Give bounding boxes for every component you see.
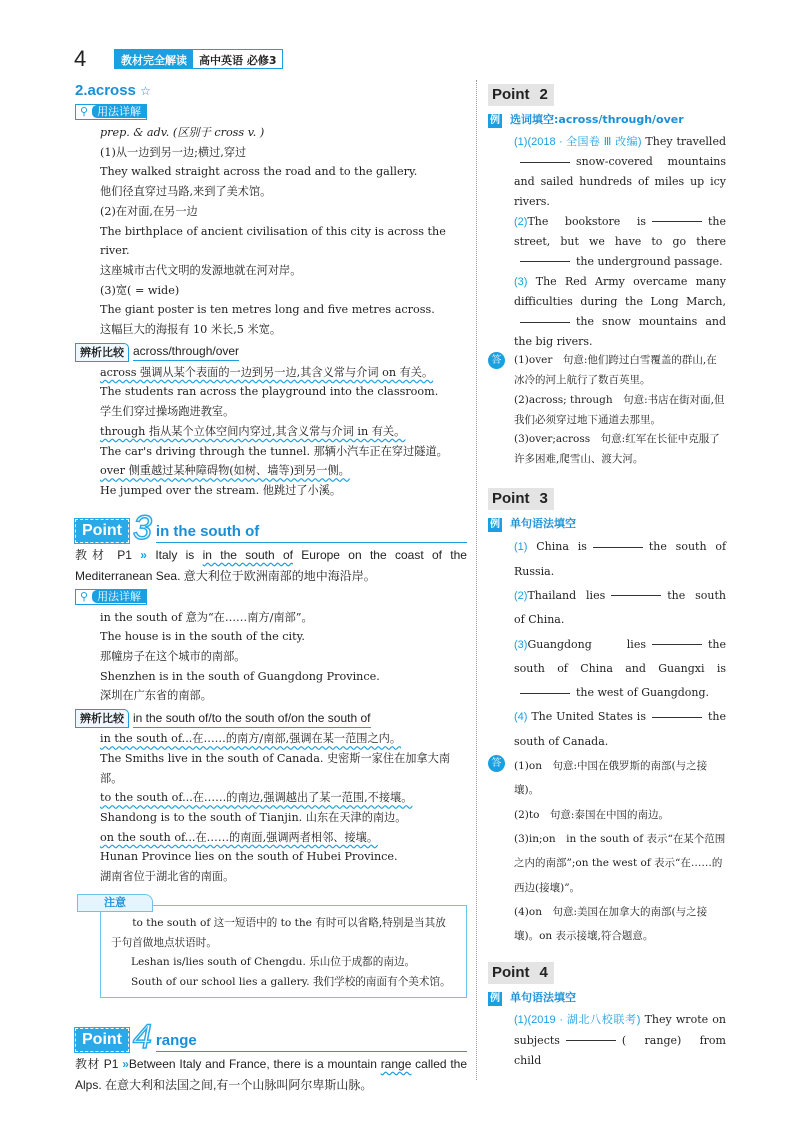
text-line: Hunan Province lies on the south of Hubei Province. bbox=[100, 850, 398, 864]
answer-block: 答 (1)over 句意:他们跨过白雪覆盖的群山,在冰冷的河上航行了数百英里。 (2)across; through 句意:书店在街对面,但我们必须穿过地下通道去那里。 (3)over;across 句意:红军在长征中克服了许多困难,爬雪山、渡大河。 bbox=[488, 351, 726, 469]
answer-blank[interactable] bbox=[652, 644, 702, 645]
question: (3) The Red Army overcame many difficulties during the Long March,the snow mountains and the big rivers. bbox=[514, 274, 726, 348]
usage-tag: ⚲ 用法详解 bbox=[75, 104, 147, 120]
text-line: prep. & adv. (区别于 cross v. ) bbox=[100, 126, 265, 139]
note-line: South of our school lies a gallery. 我们学校的南面有个美术馆。 bbox=[131, 975, 451, 988]
usage-section bbox=[75, 608, 467, 707]
example-icon: 例 bbox=[490, 115, 500, 126]
question: (1) China is the south of Russia. bbox=[514, 540, 727, 578]
question: (1)(2018 · 全国卷 Ⅲ 改编) They travelledsnow-covered mountains and sailed hundreds of miles up icy rivers. bbox=[514, 134, 726, 208]
answer-block: 答 (1)on 句意:中国在俄罗斯的南部(与之接壤)。 (2)to 句意:泰国在中国的南边。 (3)in;on in the south of 表示“在某个范围之内的南部”;on the west of 表示“在……的西边(接壤)”。 (4)on 句意:美国在加拿大的南部(与之接壤)。on 表示接壤,符合题意。 bbox=[488, 754, 726, 948]
page-number: 4 bbox=[74, 46, 87, 71]
text-line: The house is in the south of the city. bbox=[100, 630, 305, 644]
left-column bbox=[75, 80, 467, 1096]
note-line: Leshan is/lies south of Chengdu. 乐山位于成都的南边。 bbox=[131, 956, 416, 969]
text-line: over 侧重越过某种障碍物(如树、墙等)到另一侧。 bbox=[100, 464, 350, 478]
question: (2)The bookstore is the street, but we have to go therethe underground passage. bbox=[514, 214, 726, 268]
text-line: 这幅巨大的海报有 10 米长,5 米宽。 bbox=[100, 323, 282, 337]
exercise-heading: 例 选词填空:across/through/over bbox=[490, 113, 684, 126]
usage-section bbox=[75, 123, 467, 340]
usage-tag: ⚲ 用法详解 bbox=[75, 589, 147, 605]
text-line: The car's driving through the tunnel. 那辆小汽车正在穿过隧道。 bbox=[100, 444, 448, 458]
note-title: 注意 bbox=[77, 894, 153, 912]
question: (2)Thailand lies the south of China. bbox=[514, 588, 726, 627]
text-line: The birthplace of ancient civilisation of this city is across the river. bbox=[100, 224, 446, 258]
text-line: through 指从某个立体空间内穿过,其含义常与介词 in 有关。 bbox=[100, 424, 406, 438]
question: (4) The United States is the south of Canada. bbox=[514, 710, 726, 748]
page-header bbox=[74, 46, 283, 72]
series-label: 教材完全解读 bbox=[115, 50, 193, 68]
compare-heading: 辨析比较 in the south of/to the south of/on the south of bbox=[75, 709, 467, 728]
text-line: (1)从一边到另一边;横过,穿过 bbox=[100, 145, 247, 159]
text-line: Shenzhen is in the south of Guangdong Province. bbox=[100, 669, 380, 683]
star-icon: ☆ bbox=[140, 84, 151, 98]
exercise-heading: 例 单句语法填空 bbox=[490, 991, 576, 1005]
text-line: across 强调从某个表面的一边到另一边,其含义常与介词 on 有关。 bbox=[100, 365, 434, 379]
text-line: (2)在对面,在另一边 bbox=[100, 204, 198, 218]
text-line: He jumped over the stream. 他跳过了小溪。 bbox=[100, 483, 342, 497]
compare-section bbox=[75, 363, 467, 501]
answer-blank[interactable] bbox=[520, 261, 570, 262]
text-line: The Smiths live in the south of Canada. 史密斯一家住在加拿大南部。 bbox=[100, 751, 451, 785]
answer-blank[interactable] bbox=[652, 717, 702, 718]
question: (1)(2019 · 湖北八校联考) They wrote on subjects ( range) from child bbox=[514, 1013, 726, 1067]
exercise-heading: 例 单句语法填空 bbox=[490, 516, 576, 530]
point-3-label: Point 3 bbox=[488, 488, 554, 510]
text-line: 他们径直穿过马路,来到了美术馆。 bbox=[100, 185, 272, 199]
text-line: to the south of...在……的南边,强调越出了某一范围,不接壤。 bbox=[100, 791, 413, 805]
location-pin-icon: ⚲ bbox=[80, 105, 89, 118]
text-line: 深圳在广东省的南部。 bbox=[100, 689, 212, 703]
textbook-sentence: 教材 P1 » Italy is in the south of Europe on the coast of the Mediterranean Sea. 意大利位于欧洲南部的地中海沿岸。 bbox=[75, 547, 467, 583]
right-column bbox=[488, 82, 726, 1070]
point-3-heading: Point 3 in the south of bbox=[75, 513, 467, 543]
point-4-heading: Point 4 range bbox=[75, 1022, 467, 1052]
point-4-label: Point 4 bbox=[488, 962, 554, 984]
text-line: on the south of...在……的南面,强调两者相邻、接壤。 bbox=[100, 830, 379, 844]
chevron-right-icon: » bbox=[122, 1056, 129, 1071]
text-line: in the south of 意为“在……南方/南部”。 bbox=[100, 610, 313, 624]
compare-section bbox=[75, 729, 467, 887]
textbook-sentence: 教材 P1 »Between Italy and France, there is a mountain range called the Alps. 在意大利和法国之间,有一个山脉叫阿尔卑斯山脉。 bbox=[75, 1056, 468, 1092]
text-line: 学生们穿过操场跑进教室。 bbox=[100, 405, 235, 419]
column-divider bbox=[476, 80, 477, 1080]
chevron-right-icon: » bbox=[140, 547, 147, 562]
text-line: 这座城市古代文明的发源地就在河对岸。 bbox=[100, 263, 302, 277]
location-pin-icon: ⚲ bbox=[80, 589, 89, 603]
text-line: 那幢房子在这个城市的南部。 bbox=[100, 650, 246, 664]
answer-icon: 答 bbox=[488, 755, 505, 772]
text-line: in the south of...在……的南方/南部,强调在某一范围之内。 bbox=[100, 732, 402, 746]
answer-blank[interactable] bbox=[652, 221, 702, 222]
word-title: 2.across ☆ bbox=[75, 82, 151, 99]
text-line: The students ran across the playground into the classroom. bbox=[100, 385, 439, 399]
answer-icon: 答 bbox=[488, 352, 505, 369]
book-title: 高中英语 必修3 bbox=[193, 50, 282, 68]
text-line: Shandong is to the south of Tianjin. 山东在天津的南边。 bbox=[100, 810, 407, 824]
example-icon: 例 bbox=[490, 993, 500, 1005]
text-line: The giant poster is ten metres long and five metres across. bbox=[100, 303, 435, 317]
text-line: They walked straight across the road and to the gallery. bbox=[100, 165, 418, 179]
note-box bbox=[100, 895, 467, 998]
example-icon: 例 bbox=[490, 518, 500, 530]
text-line: (3)宽( = wide) bbox=[100, 283, 180, 297]
answer-blank[interactable] bbox=[520, 162, 570, 163]
question: (3)Guangdong lies the south of China and Guangxi isthe west of Guangdong. bbox=[514, 637, 726, 700]
answer-blank[interactable] bbox=[520, 322, 570, 323]
compare-heading: 辨析比较 across/through/over bbox=[75, 343, 467, 362]
text-line: 湖南省位于湖北省的南面。 bbox=[100, 870, 235, 884]
answer-blank[interactable] bbox=[593, 547, 643, 548]
answer-blank[interactable] bbox=[611, 595, 661, 596]
answer-blank[interactable] bbox=[566, 1040, 616, 1041]
answer-blank[interactable] bbox=[520, 693, 570, 694]
note-line: to the south of 这一短语中的 to the 有时可以省略,特别是当其放于句首做地点状语时。 bbox=[111, 916, 446, 949]
book-label bbox=[114, 49, 283, 69]
point-2-label: Point 2 bbox=[488, 84, 554, 106]
